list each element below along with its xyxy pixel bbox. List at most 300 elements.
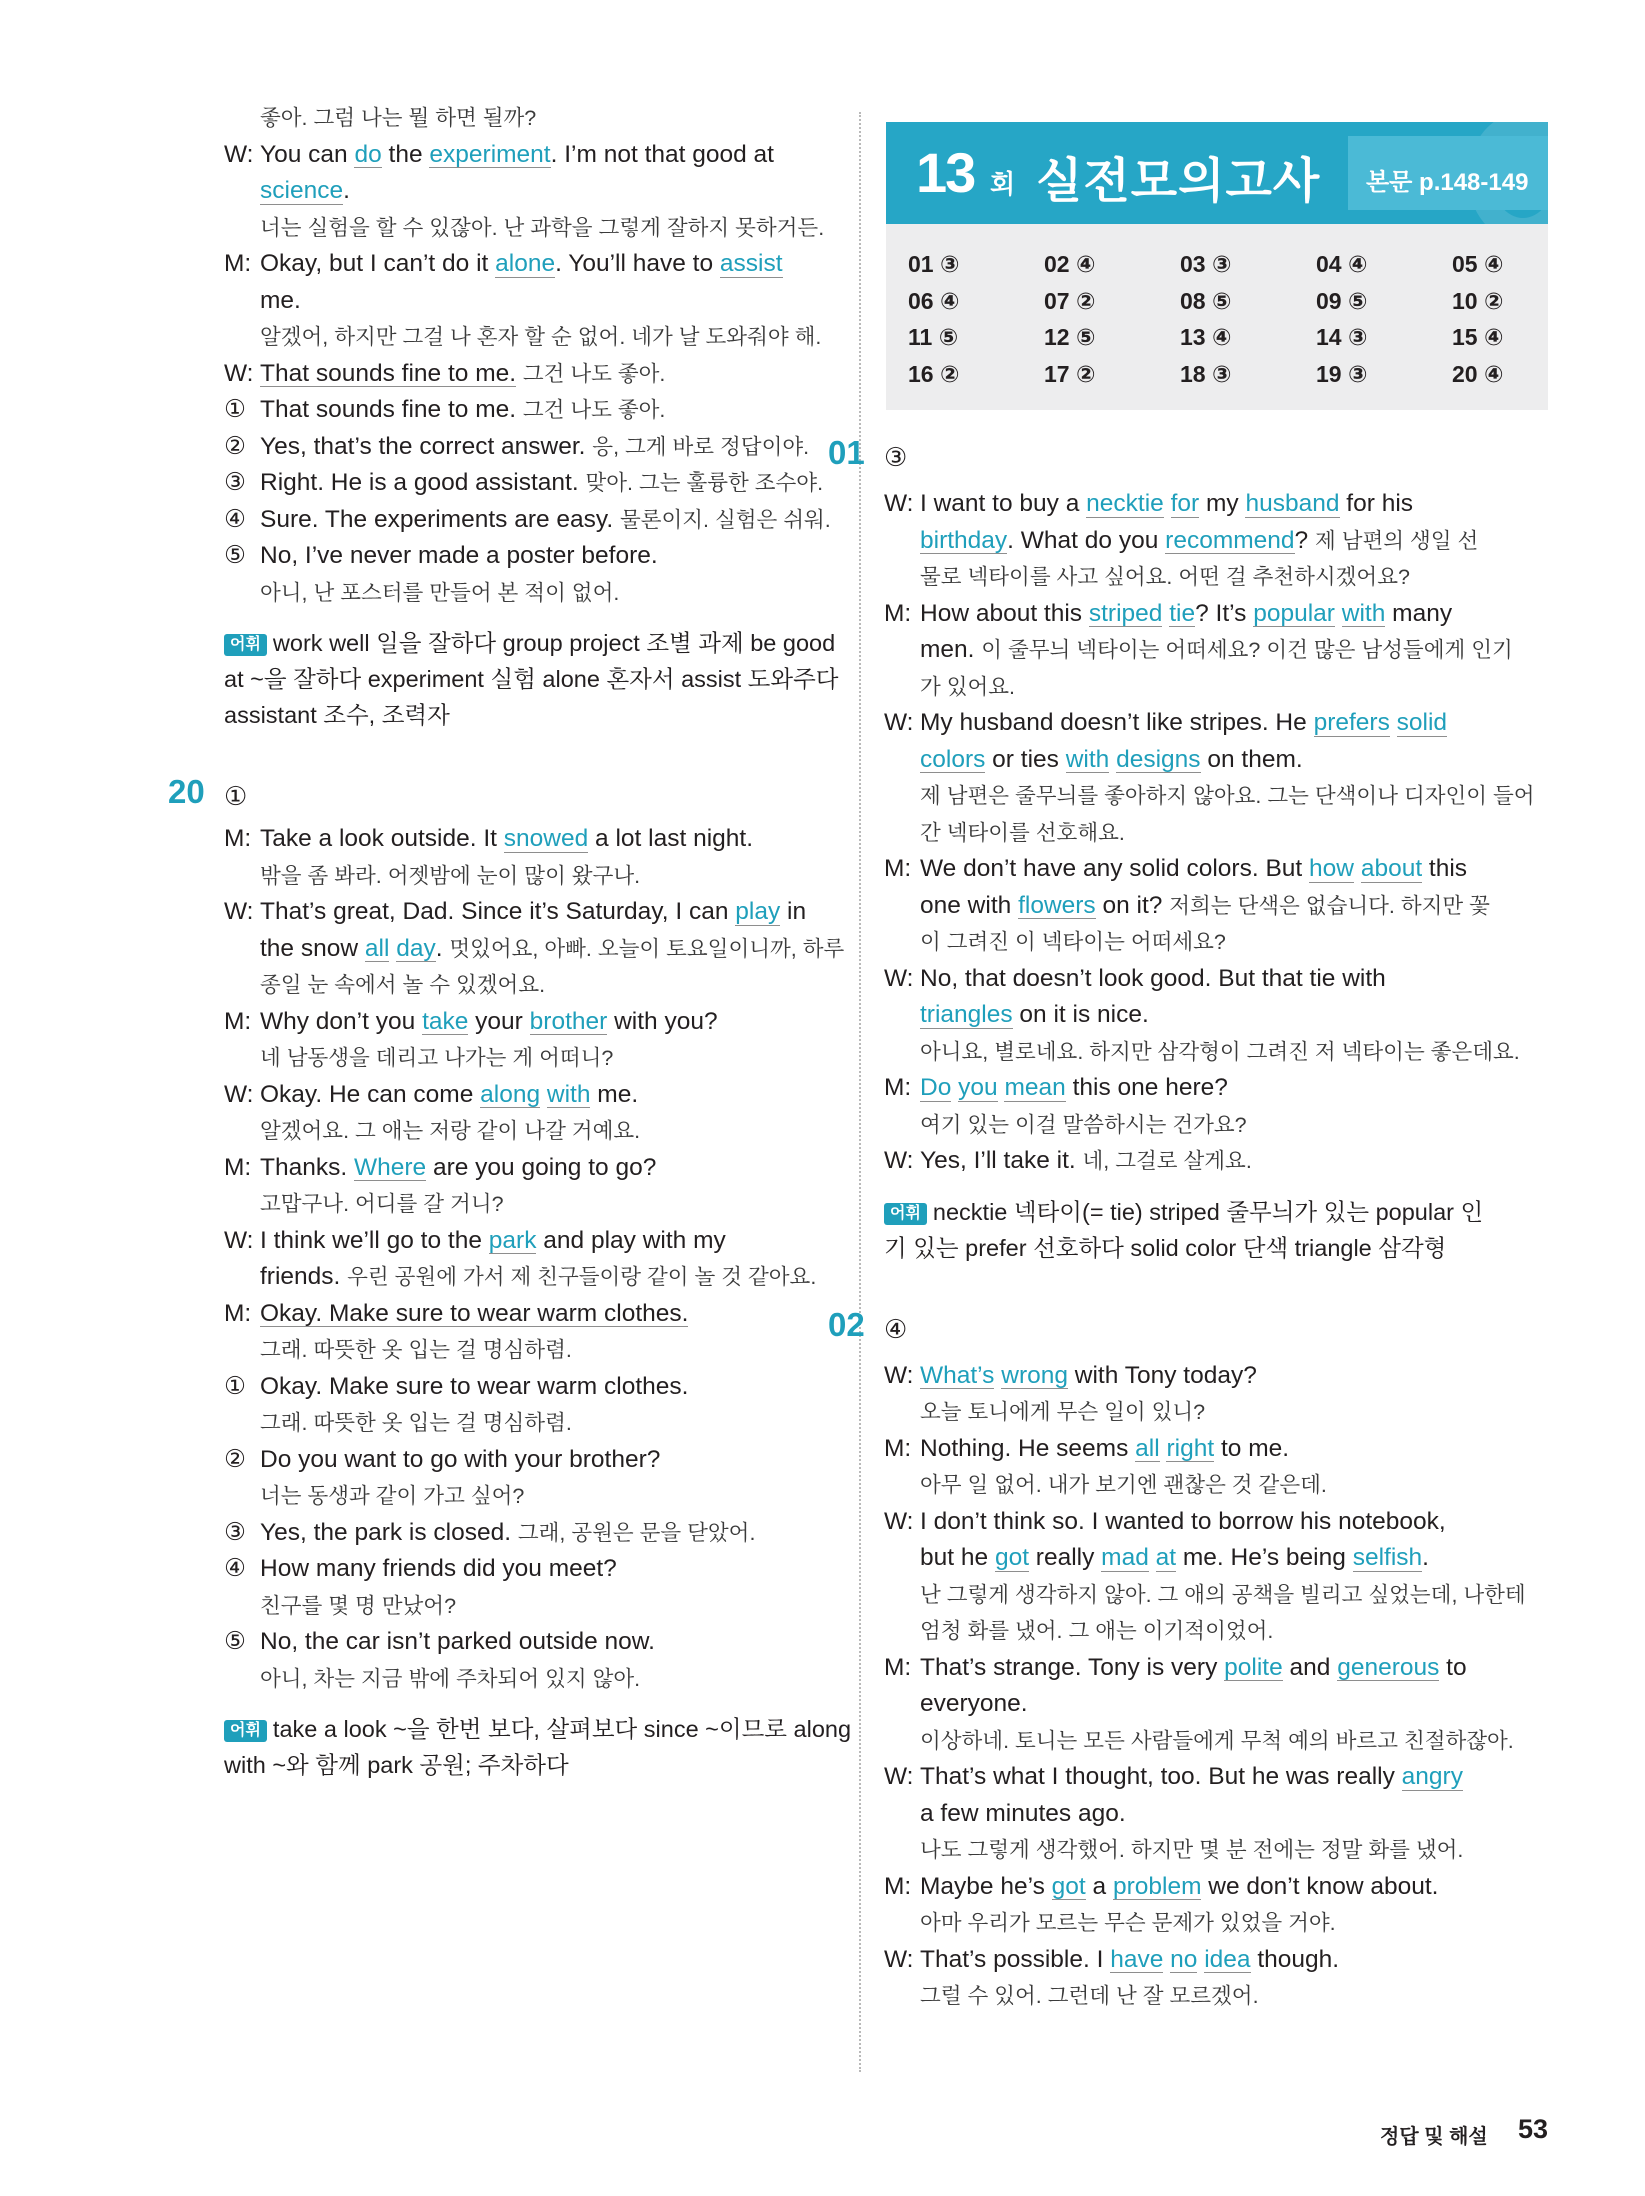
dialogue-text: . xyxy=(435,934,450,962)
korean-translation: 너는 실험을 할 수 있잖아. 난 과학을 그렇게 잘하지 못하거든. xyxy=(260,215,825,240)
dialogue-text: Maybe he’s xyxy=(920,1872,1052,1900)
dialogue-text xyxy=(1354,855,1361,882)
answer-cell: 17 ② xyxy=(1044,360,1096,387)
key-word: striped xyxy=(1088,599,1163,627)
speaker-label: M: xyxy=(884,1074,912,1101)
question-answer: ④ xyxy=(884,1313,908,1344)
dialogue-line xyxy=(884,1504,1549,1541)
dialogue-line xyxy=(224,502,844,539)
dialogue-text: . xyxy=(1422,1544,1429,1571)
dialogue-text: Nothing. He seems xyxy=(920,1434,1136,1462)
dialogue-text: Yes, that’s the correct answer. xyxy=(260,432,593,460)
answer-cell: 14 ③ xyxy=(1316,324,1368,350)
dialogue-text: to xyxy=(1439,1653,1467,1681)
key-word: at xyxy=(1155,1544,1177,1571)
key-word: What’s xyxy=(920,1361,995,1389)
korean-translation: 그건 나도 좋아. xyxy=(522,398,666,422)
dialogue-line xyxy=(224,1588,844,1625)
speaker-label: W: xyxy=(884,1361,914,1389)
dialogue-line xyxy=(884,961,1549,998)
dialogue-line xyxy=(224,1296,844,1333)
dialogue-text: . You’ll have to xyxy=(555,250,720,277)
dialogue-line xyxy=(884,1686,1549,1723)
dialogue-line xyxy=(224,1040,844,1077)
korean-translation: 이상하네. 토니는 모든 사람들에게 무척 예의 바르고 친절하잖아. xyxy=(920,1728,1514,1753)
key-word: with xyxy=(1341,599,1386,627)
speaker-label: W: xyxy=(224,1226,254,1254)
dialogue-line xyxy=(884,1905,1549,1942)
dialogue-line xyxy=(224,1332,844,1369)
dialogue-line xyxy=(884,1070,1549,1107)
dialogue-text: me. He’s being xyxy=(1176,1544,1353,1571)
dialogue-line xyxy=(224,356,844,393)
key-word: do xyxy=(354,140,382,168)
key-word: assist xyxy=(719,250,783,277)
key-word: take xyxy=(422,1007,469,1035)
vocab-text: work well 일을 잘하다 group project 조별 과제 be good xyxy=(272,630,836,656)
question-number: 01 xyxy=(828,434,865,471)
dialogue-text: on it is nice. xyxy=(1012,1001,1149,1028)
answer-cell: 11 ⑤ xyxy=(908,324,959,350)
key-word: husband xyxy=(1245,490,1340,517)
speaker-label: W: xyxy=(224,898,254,925)
key-word: for xyxy=(1170,490,1200,517)
speaker-label: W: xyxy=(884,490,914,517)
key-word: triangles xyxy=(920,1001,1013,1028)
q02-dialogue xyxy=(884,1358,1549,2015)
dialogue-text xyxy=(389,935,396,962)
key-word: got xyxy=(994,1544,1029,1571)
speaker-label: M: xyxy=(224,1007,252,1035)
dialogue-text: Yes, I’ll take it. xyxy=(920,1147,1083,1174)
page-reference: 본문 p.148-149 xyxy=(1366,169,1529,196)
dialogue-text: to me. xyxy=(1214,1434,1290,1462)
dialogue-text: Take a look outside. It xyxy=(260,825,504,852)
dialogue-line xyxy=(224,538,844,575)
dialogue-text xyxy=(516,360,523,387)
korean-translation: 아무 일 없어. 내가 보기엔 괜찮은 것 같은데. xyxy=(920,1473,1327,1497)
korean-translation: 친구를 몇 명 만났어? xyxy=(260,1593,457,1618)
dialogue-line xyxy=(884,1942,1549,1979)
dialogue-line xyxy=(884,1723,1549,1760)
dialogue-line xyxy=(884,924,1549,961)
korean-translation: 여기 있는 이걸 말씀하시는 건가요? xyxy=(920,1112,1247,1137)
dialogue-line xyxy=(884,1143,1549,1180)
korean-translation: 네 남동생을 데리고 나가는 게 어떠니? xyxy=(260,1046,614,1070)
answer-sentence: Okay. Make sure to wear warm clothes. xyxy=(260,1299,689,1327)
key-word: mad xyxy=(1101,1544,1149,1571)
dialogue-line xyxy=(224,1369,844,1406)
dialogue-text: No, the car isn’t parked outside now. xyxy=(260,1628,655,1655)
dialogue-text: the xyxy=(381,140,430,168)
dialogue-text xyxy=(1335,600,1342,627)
key-word: angry xyxy=(1401,1763,1463,1790)
dialogue-text: I want to buy a xyxy=(920,490,1087,517)
dialogue-text: really xyxy=(1029,1544,1102,1571)
dialogue-text: men. xyxy=(920,636,982,663)
korean-translation: 좋아. 그럼 나는 뭘 하면 될까? xyxy=(260,106,537,130)
dialogue-line xyxy=(224,858,844,895)
dialogue-line xyxy=(224,1259,844,1296)
dialogue-text: though. xyxy=(1250,1945,1340,1973)
key-word: Do xyxy=(920,1074,952,1101)
korean-translation: 고맙구나. 어디를 갈 거니? xyxy=(260,1192,504,1216)
speaker-label: M: xyxy=(884,1653,912,1681)
dialogue-text: this one here? xyxy=(1065,1074,1228,1101)
dialogue-line xyxy=(884,523,1549,560)
key-word: got xyxy=(1051,1872,1086,1900)
speaker-label: W: xyxy=(224,1080,254,1108)
dialogue-line xyxy=(224,1150,844,1187)
option-number: ② xyxy=(224,1445,246,1473)
answer-cell: 15 ④ xyxy=(1452,324,1504,350)
korean-translation: 저희는 단색은 없습니다. 하지만 꽃 xyxy=(1169,893,1490,918)
vocab-line xyxy=(224,625,844,661)
key-word: right xyxy=(1166,1434,1215,1462)
dialogue-text xyxy=(1109,746,1116,773)
dialogue-text: on them. xyxy=(1200,745,1303,773)
dialogue-line xyxy=(224,1515,844,1552)
speaker-label: M: xyxy=(224,1299,252,1327)
answer-row xyxy=(908,356,1548,393)
dialogue-text: a xyxy=(1085,1872,1113,1900)
key-word: park xyxy=(488,1226,537,1254)
dialogue-line xyxy=(884,1577,1549,1614)
korean-translation: 그건 나도 좋아. xyxy=(522,361,666,386)
dialogue-line xyxy=(224,1077,844,1114)
vocab-text: necktie 넥타이(= tie) striped 줄무늬가 있는 popular 인 xyxy=(932,1198,1484,1225)
answer-cell: 01 ③ xyxy=(908,251,960,277)
right-column xyxy=(828,432,1549,2015)
dialogue-line xyxy=(884,1358,1549,1395)
dialogue-text: everyone. xyxy=(920,1690,1028,1717)
answer-cell: 18 ③ xyxy=(1180,360,1232,387)
korean-translation: 나도 그렇게 생각했어. 하지만 몇 분 전에는 정말 화를 냈어. xyxy=(920,1838,1464,1862)
dialogue-text: with you? xyxy=(607,1007,718,1035)
dialogue-text: That’s great, Dad. Since it’s Saturday, I can xyxy=(260,898,736,925)
dialogue-text: That’s what I thought, too. But he was really xyxy=(920,1763,1402,1790)
korean-translation: 그래, 공원은 문을 닫았어. xyxy=(517,1520,756,1545)
key-word: flowers xyxy=(1018,891,1096,919)
q20-header xyxy=(168,771,844,821)
dialogue-line xyxy=(884,559,1549,596)
dialogue-text: many xyxy=(1385,599,1453,627)
key-word: colors xyxy=(920,745,986,773)
vocab-text: assistant 조수, 조력자 xyxy=(224,702,450,728)
page-number: 53 xyxy=(1518,2114,1549,2144)
dialogue-line xyxy=(884,1540,1549,1577)
korean-translation: 종일 눈 속에서 놀 수 있겠어요. xyxy=(260,973,546,997)
key-word: along xyxy=(480,1080,541,1108)
dialogue-text: friends. xyxy=(260,1263,348,1290)
vocab-badge: 어휘 xyxy=(884,1203,927,1225)
dialogue-line xyxy=(884,1832,1549,1869)
key-word: how xyxy=(1309,855,1354,882)
answer-key xyxy=(886,224,1548,410)
option-number: ③ xyxy=(224,469,246,496)
option-number: ③ xyxy=(224,1518,246,1546)
dialogue-text: the snow xyxy=(260,934,365,962)
dialogue-text: I think we’ll go to the xyxy=(260,1226,489,1254)
dialogue-text: or ties xyxy=(985,745,1066,773)
vocab-text: with ~와 함께 park 공원; 주차하다 xyxy=(224,1752,569,1778)
dialogue-line xyxy=(224,283,844,320)
dialogue-text xyxy=(1162,600,1169,627)
korean-translation: 가 있어요. xyxy=(920,674,1016,699)
dialogue-text: Thanks. xyxy=(260,1153,354,1181)
answer-cell: 03 ③ xyxy=(1180,251,1232,277)
key-word: you xyxy=(958,1074,998,1101)
dialogue-line xyxy=(884,1467,1549,1504)
round-suffix: 회 xyxy=(990,169,1016,199)
dialogue-text xyxy=(540,1081,547,1108)
column-divider xyxy=(859,112,861,2072)
dialogue-text: are you going to go? xyxy=(426,1153,657,1181)
key-word: all xyxy=(364,934,390,962)
answer-row xyxy=(908,283,1548,320)
dialogue-text: your xyxy=(468,1007,530,1035)
korean-translation: 난 그렇게 생각하지 않아. 그 애의 공책을 빌리고 싶었는데, 나한테 xyxy=(920,1582,1526,1607)
speaker-label: W: xyxy=(884,1507,914,1535)
korean-translation: 제 남편의 생일 선 xyxy=(1314,528,1479,553)
speaker-label: M: xyxy=(884,1872,912,1900)
answer-cell: 07 ② xyxy=(1044,287,1096,314)
dialogue-text: Sure. The experiments are easy. xyxy=(260,505,620,533)
korean-translation: 우린 공원에 가서 제 친구들이랑 같이 놀 것 같아요. xyxy=(347,1265,817,1289)
key-word: polite xyxy=(1224,1653,1283,1681)
dialogue-text: No, I’ve never made a poster before. xyxy=(260,542,658,569)
q19-continuation xyxy=(224,100,844,611)
option-number: ① xyxy=(224,1372,246,1400)
answer-cell: 10 ② xyxy=(1452,287,1504,314)
dialogue-text: No, that doesn’t look good. But that tie with xyxy=(920,964,1386,992)
dialogue-line xyxy=(884,1869,1549,1906)
key-word: with xyxy=(1065,745,1110,773)
answer-sentence: That sounds fine to me. xyxy=(260,359,517,387)
korean-translation: 맞아. 그는 훌륭한 조수야. xyxy=(585,471,824,495)
dialogue-text xyxy=(951,1074,958,1101)
dialogue-line xyxy=(224,1442,844,1479)
key-word: selfish xyxy=(1352,1544,1423,1571)
dialogue-text: That’s strange. Tony is very xyxy=(920,1653,1225,1681)
dialogue-line xyxy=(884,486,1549,523)
answer-row xyxy=(908,319,1548,356)
vocab-line xyxy=(224,1747,844,1783)
dialogue-text: one with xyxy=(920,891,1019,919)
vocab-badge: 어휘 xyxy=(224,1720,267,1742)
speaker-label: W: xyxy=(884,964,914,992)
korean-translation: 아니요, 별로네요. 하지만 삼각형이 그려진 저 넥타이는 좋은데요. xyxy=(920,1039,1520,1064)
dialogue-text: we don’t know about. xyxy=(1201,1872,1439,1900)
dialogue-text: That’s possible. I xyxy=(920,1945,1111,1973)
dialogue-text: Okay. Make sure to wear warm clothes. xyxy=(260,1372,689,1400)
dialogue-line xyxy=(884,815,1549,852)
q01-dialogue xyxy=(884,486,1549,1180)
answer-cell: 13 ④ xyxy=(1180,324,1232,350)
answer-cell: 12 ⑤ xyxy=(1044,324,1096,350)
dialogue-line xyxy=(224,575,844,612)
key-word: prefers xyxy=(1313,709,1390,736)
vocab-text: take a look ~을 한번 보다, 살펴보다 since ~이므로 along xyxy=(272,1716,852,1742)
dialogue-line xyxy=(224,246,844,283)
dialogue-text: . xyxy=(343,177,350,204)
dialogue-line xyxy=(884,669,1549,706)
korean-translation: 제 남편은 줄무늬를 좋아하지 않아요. 그는 단색이나 디자인이 들어 xyxy=(920,784,1535,808)
option-number: ④ xyxy=(224,505,246,533)
korean-translation: 네, 그걸로 살게요. xyxy=(1082,1149,1252,1173)
dialogue-text: my xyxy=(1199,490,1246,517)
dialogue-text xyxy=(1197,1946,1204,1973)
dialogue-text: How many friends did you meet? xyxy=(260,1555,617,1582)
dialogue-text: this xyxy=(1422,855,1468,882)
dialogue-line xyxy=(224,1186,844,1223)
key-word: tie xyxy=(1169,599,1196,627)
key-word: designs xyxy=(1116,745,1201,773)
dialogue-line xyxy=(884,1107,1549,1144)
vocab-line xyxy=(224,697,844,733)
key-word: recommend xyxy=(1165,526,1295,554)
speaker-label: M: xyxy=(884,1434,912,1462)
key-word: snowed xyxy=(503,825,589,852)
dialogue-text xyxy=(1149,1544,1156,1571)
key-word: alone xyxy=(495,250,556,277)
dialogue-text: How about this xyxy=(920,599,1089,627)
speaker-label: W: xyxy=(884,1147,914,1174)
dialogue-text: I don’t think so. I wanted to borrow his notebook, xyxy=(920,1507,1446,1535)
dialogue-text xyxy=(1160,1435,1167,1462)
option-number: ⑤ xyxy=(224,542,246,569)
speaker-label: M: xyxy=(224,825,252,852)
dialogue-line xyxy=(884,1759,1549,1796)
answer-cell: 20 ④ xyxy=(1452,360,1504,387)
dialogue-text: in xyxy=(780,898,807,925)
dialogue-line xyxy=(224,1661,844,1698)
korean-translation: 이 그려진 이 넥타이는 어떠세요? xyxy=(920,930,1226,954)
dialogue-text xyxy=(1163,1946,1170,1973)
vocab-line xyxy=(884,1230,1549,1266)
korean-translation: 그래. 따뜻한 옷 입는 걸 명심하렴. xyxy=(260,1338,572,1362)
dialogue-line xyxy=(884,1613,1549,1650)
option-number: ② xyxy=(224,432,246,460)
key-word: no xyxy=(1170,1945,1198,1973)
dialogue-line xyxy=(884,705,1549,742)
key-word: wrong xyxy=(1001,1361,1068,1389)
dialogue-text: Yes, the park is closed. xyxy=(260,1518,518,1546)
answer-cell: 06 ④ xyxy=(908,287,960,314)
dialogue-text: We don’t have any solid colors. But xyxy=(920,855,1310,882)
vocab-badge: 어휘 xyxy=(224,634,267,656)
key-word: science xyxy=(260,177,344,204)
dialogue-line xyxy=(224,465,844,502)
speaker-label: W: xyxy=(224,359,254,387)
dialogue-text: . I’m not that good at xyxy=(550,140,774,168)
key-word: about xyxy=(1360,855,1423,882)
dialogue-line xyxy=(884,1431,1549,1468)
dialogue-line xyxy=(224,137,844,174)
dialogue-text: ? xyxy=(1294,526,1315,554)
korean-translation: 밖을 좀 봐라. 어젯밤에 눈이 많이 왔구나. xyxy=(260,863,641,888)
dialogue-line xyxy=(224,392,844,429)
dialogue-line xyxy=(224,1624,844,1661)
vocab-line xyxy=(224,661,844,697)
korean-translation: 멋있어요, 아빠. 오늘이 토요일이니까, 하루 xyxy=(449,936,845,961)
test-banner xyxy=(886,122,1548,224)
dialogue-line xyxy=(884,1796,1549,1833)
korean-translation: 물로 넥타이를 사고 싶어요. 어떤 걸 추천하시겠어요? xyxy=(920,565,1410,589)
dialogue-text: Right. He is a good assistant. xyxy=(260,469,586,496)
option-number: ④ xyxy=(224,1555,246,1582)
answer-cell: 16 ② xyxy=(908,360,960,387)
q20-vocab xyxy=(224,1711,852,1783)
dialogue-text: Why don’t you xyxy=(260,1007,423,1035)
korean-translation: 알겠어요. 그 애는 저랑 같이 나갈 거예요. xyxy=(260,1119,641,1143)
dialogue-text: but he xyxy=(920,1544,995,1571)
answer-cell: 19 ③ xyxy=(1316,360,1368,387)
dialogue-line xyxy=(224,319,844,356)
dialogue-text xyxy=(1164,490,1171,517)
key-word: all xyxy=(1135,1434,1160,1462)
korean-translation: 이 줄무늬 넥타이는 어떠세요? 이건 많은 남성들에게 인기 xyxy=(981,638,1513,662)
answer-cell: 05 ④ xyxy=(1452,251,1504,277)
korean-translation: 아니, 차는 지금 밖에 주차되어 있지 않아. xyxy=(260,1666,641,1691)
dialogue-text xyxy=(1390,709,1397,736)
dialogue-text: on it? xyxy=(1095,891,1170,919)
korean-translation: 물론이지. 실험은 쉬워. xyxy=(619,507,831,532)
dialogue-text: and xyxy=(1282,1653,1338,1681)
dialogue-text: Do you want to go with your brother? xyxy=(260,1445,661,1473)
key-word: brother xyxy=(529,1007,608,1035)
dialogue-text xyxy=(998,1074,1005,1101)
korean-translation: 간 넥타이를 선호해요. xyxy=(920,820,1125,845)
dialogue-line xyxy=(224,1478,844,1515)
question-answer: ① xyxy=(224,781,248,811)
key-word: generous xyxy=(1337,1653,1440,1681)
dialogue-line xyxy=(884,742,1549,779)
korean-translation: 아니, 난 포스터를 만들어 본 적이 없어. xyxy=(260,580,620,605)
korean-translation: 그래. 따뜻한 옷 입는 걸 명심하렴. xyxy=(260,1411,572,1435)
dialogue-text: That sounds fine to me. xyxy=(260,396,523,423)
key-word: problem xyxy=(1112,1872,1202,1900)
korean-translation: 너는 동생과 같이 가고 싶어? xyxy=(260,1484,525,1508)
dialogue-line xyxy=(884,997,1549,1034)
dialogue-line xyxy=(224,173,844,210)
question-number: 20 xyxy=(168,773,205,810)
key-word: idea xyxy=(1204,1945,1251,1973)
dialogue-text: and play with my xyxy=(536,1226,726,1254)
answer-cell: 04 ④ xyxy=(1316,251,1368,277)
vocab-line xyxy=(224,1711,852,1747)
key-word: solid xyxy=(1396,709,1448,736)
speaker-label: W: xyxy=(884,1763,914,1790)
test-title: 실전모의고사 xyxy=(1036,155,1321,208)
q01-vocab xyxy=(884,1194,1549,1266)
key-word: birthday xyxy=(920,526,1008,554)
q19-vocab xyxy=(224,625,844,733)
dialogue-text: My husband doesn’t like stripes. He xyxy=(920,709,1314,736)
dialogue-line xyxy=(224,1113,844,1150)
round-number: 13 xyxy=(916,141,975,204)
dialogue-line xyxy=(884,851,1549,888)
speaker-label: W: xyxy=(224,140,254,168)
key-word: experiment xyxy=(429,140,551,168)
dialogue-line xyxy=(884,1650,1549,1687)
dialogue-line xyxy=(224,1405,844,1442)
dialogue-text: You can xyxy=(260,140,355,168)
dialogue-line xyxy=(884,1978,1549,2015)
speaker-label: W: xyxy=(884,709,914,736)
footer-label: 정답 및 해설 xyxy=(1380,2126,1488,2148)
dialogue-line xyxy=(884,632,1549,669)
